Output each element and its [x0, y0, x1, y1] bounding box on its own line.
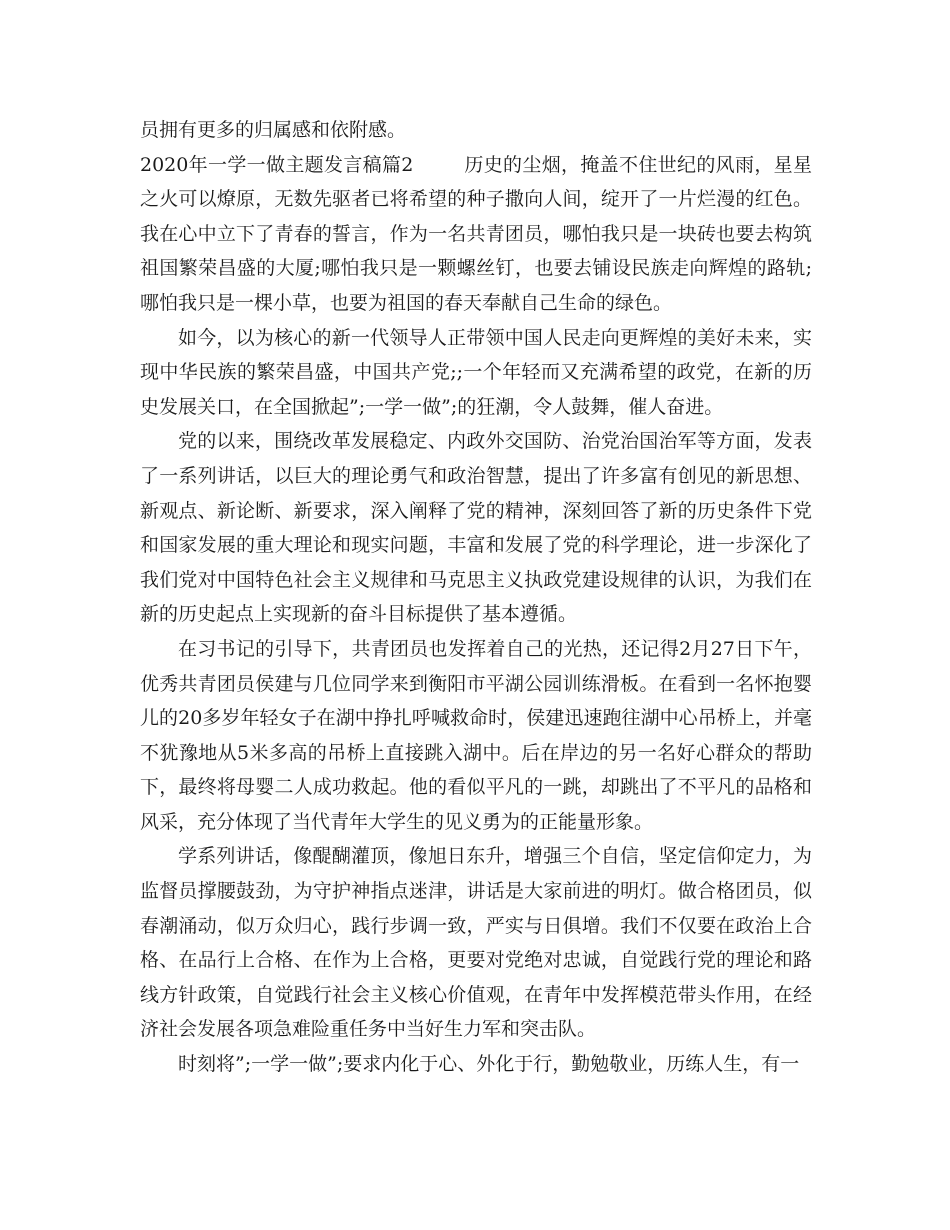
paragraph-6: 学系列讲话，像醍醐灌顶，像旭日东升，增强三个自信，坚定信仰定力，为监督员撑腰鼓劲，为守护神指点迷津，讲话是大家前进的明灯。做合格团员，似春潮涌动，似万众归心，践行步调一致，严实与日俱增。我们不仅要在政治上合格、在品行上合格、在作为上合格，更要对党绝对忠诚，自觉践行党的理论和路线方针政策，自觉践行社会主义核心价值观，在青年中发挥模范带头作用，在经济社会发展各项急难险重任务中当好生力军和突击队。: [140, 845, 812, 1041]
paragraph-3: 如今，以为核心的新一代领导人正带领中国人民走向更辉煌的美好未来，实现中华民族的繁荣昌盛，中国共产党;;一个年轻而又充满希望的政党，在新的历史发展关口，在全国掀起”;一学一做”;的狂潮，令人鼓舞，催人奋进。: [140, 326, 812, 418]
paragraph-2-body: 历史的尘烟，掩盖不住世纪的风雨，星星之火可以燎原，无数先驱者已将希望的种子撒向人间，绽开了一片烂漫的红色。我在心中立下了青春的誓言，作为一名共青团员，哪怕我只是一块砖也要去构筑祖国繁荣昌盛的大厦;哪怕我只是一颗螺丝钉，也要去铺设民族走向辉煌的路轨;哪怕我只是一棵小草，也要为祖国的春天奉献自己生命的绿色。: [140, 153, 812, 314]
paragraph-7: 时刻将”;一学一做”;要求内化于心、外化于行，勤勉敬业，历练人生，有一: [178, 1053, 800, 1076]
section-heading: 2020年一学一做主题发言稿篇2: [140, 153, 414, 176]
paragraph-4: 党的以来，围绕改革发展稳定、内政外交国防、治党治国治军等方面，发表了一系列讲话，以巨大的理论勇气和政治智慧，提出了许多富有创见的新思想、新观点、新论断、新要求，深入阐释了党的精神，深刻回答了新的历史条件下党和国家发展的重大理论和现实问题，丰富和发展了党的科学理论，进一步深化了我们党对中国特色社会主义规律和马克思主义执政党建设规律的认识，为我们在新的历史起点上实现新的奋斗目标提供了基本遵循。: [140, 430, 812, 626]
paragraph-2: [140, 148, 812, 321]
document-body: [140, 113, 812, 1082]
paragraph-5: 在习书记的引导下，共青团员也发挥着自己的光热，还记得2月27日下午，优秀共青团员侯建与几位同学来到衡阳市平湖公园训练滑板。在看到一名怀抱婴儿的20多岁年轻女子在湖中挣扎呼喊救命时，侯建迅速跑往湖中心吊桥上，并毫不犹豫地从5米多高的吊桥上直接跳入湖中。后在岸边的另一名好心群众的帮助下，最终将母婴二人成功救起。他的看似平凡的一跳，却跳出了不平凡的品格和风采，充分体现了当代青年大学生的见义勇为的正能量形象。: [140, 637, 812, 833]
paragraph-1: 员拥有更多的归属感和依附感。: [140, 119, 407, 141]
